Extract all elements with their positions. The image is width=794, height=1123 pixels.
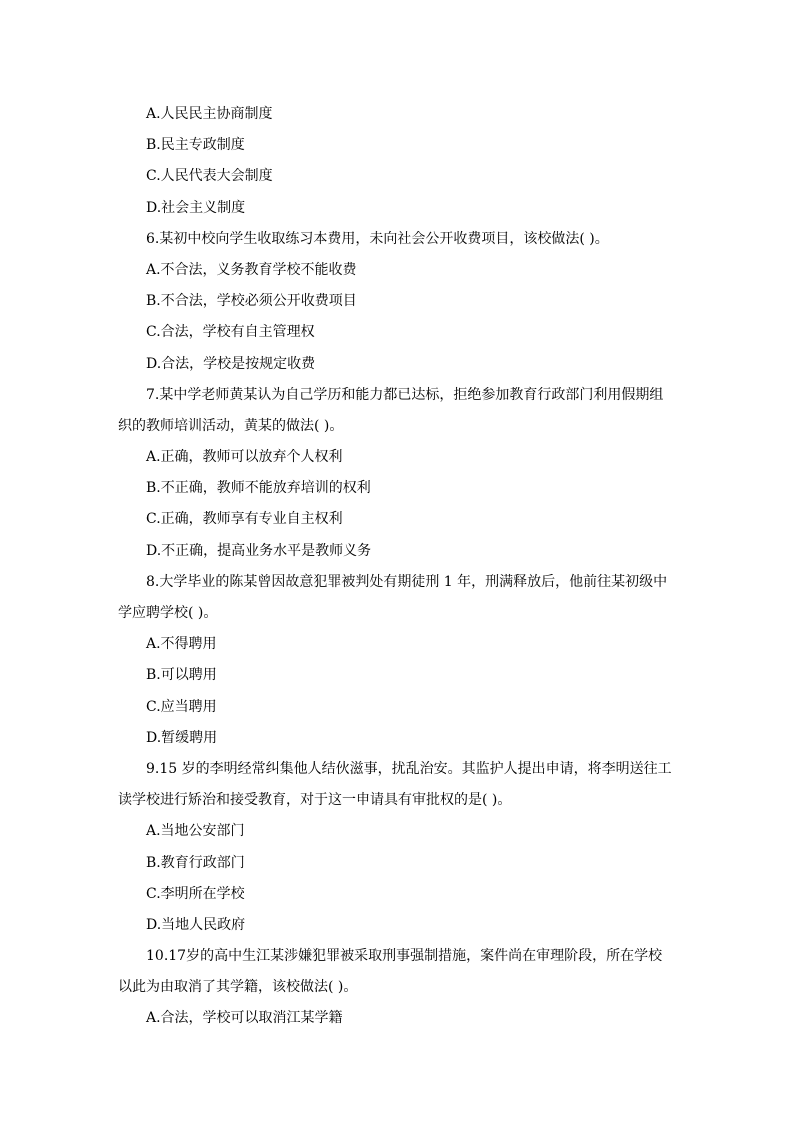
option-line: A.当地公安部门 xyxy=(146,823,245,840)
option-line: B.民主专政制度 xyxy=(146,137,245,154)
question-line: 9.15 岁的李明经常纠集他人结伙滋事，扰乱治安。其监护人提出申请，将李明送往工 xyxy=(146,760,672,777)
option-line: D.当地人民政府 xyxy=(146,916,246,933)
option-line: C.李明所在学校 xyxy=(146,885,245,902)
option-line: A.不得聘用 xyxy=(146,636,217,653)
question-list xyxy=(118,99,678,1035)
question-line: 7.某中学老师黄某认为自己学历和能力都已达标，拒绝参加教育行政部门利用假期组 xyxy=(146,386,664,403)
question-continuation-line: 织的教师培训活动，黄某的做法( )。 xyxy=(118,417,344,434)
option-line: D.社会主义制度 xyxy=(146,199,246,216)
option-line: A.合法，学校可以取消江某学籍 xyxy=(146,1010,343,1027)
option-line: A.正确，教师可以放弃个人权利 xyxy=(146,449,343,466)
option-line: B.教育行政部门 xyxy=(146,854,245,871)
option-line: B.不正确，教师不能放弃培训的权利 xyxy=(146,480,371,497)
question-line: 8.大学毕业的陈某曾因故意犯罪被判处有期徒刑 1 年，刑满释放后，他前往某初级中 xyxy=(146,573,668,590)
option-line: C.应当聘用 xyxy=(146,698,217,715)
option-line: A.人民民主协商制度 xyxy=(146,106,273,122)
option-line: D.合法，学校是按规定收费 xyxy=(146,355,316,372)
option-line: B.不合法，学校必须公开收费项目 xyxy=(146,293,357,310)
question-continuation-line: 学应聘学校( )。 xyxy=(118,605,218,621)
option-line: C.合法，学校有自主管理权 xyxy=(146,324,315,341)
option-line: C.正确，教师享有专业自主权利 xyxy=(146,511,343,528)
option-line: A.不合法，义务教育学校不能收费 xyxy=(146,261,357,278)
option-line: D.暂缓聘用 xyxy=(146,729,218,746)
question-line: 6.某初中校向学生收取练习本费用，未向社会公开收费项目，该校做法( )。 xyxy=(146,230,609,247)
question-continuation-line: 以此为由取消了其学籍，该校做法( )。 xyxy=(118,979,358,996)
question-continuation-line: 读学校进行矫治和接受教育，对于这一申请具有审批权的是( )。 xyxy=(118,792,512,809)
question-line: 10.17岁的高中生江某涉嫌犯罪被采取刑事强制措施，案件尚在审理阶段，所在学校 xyxy=(146,948,663,965)
option-line: B.可以聘用 xyxy=(146,667,217,684)
option-line: D.不正确，提高业务水平是教师义务 xyxy=(146,542,372,559)
option-line: C.人民代表大会制度 xyxy=(146,168,273,185)
